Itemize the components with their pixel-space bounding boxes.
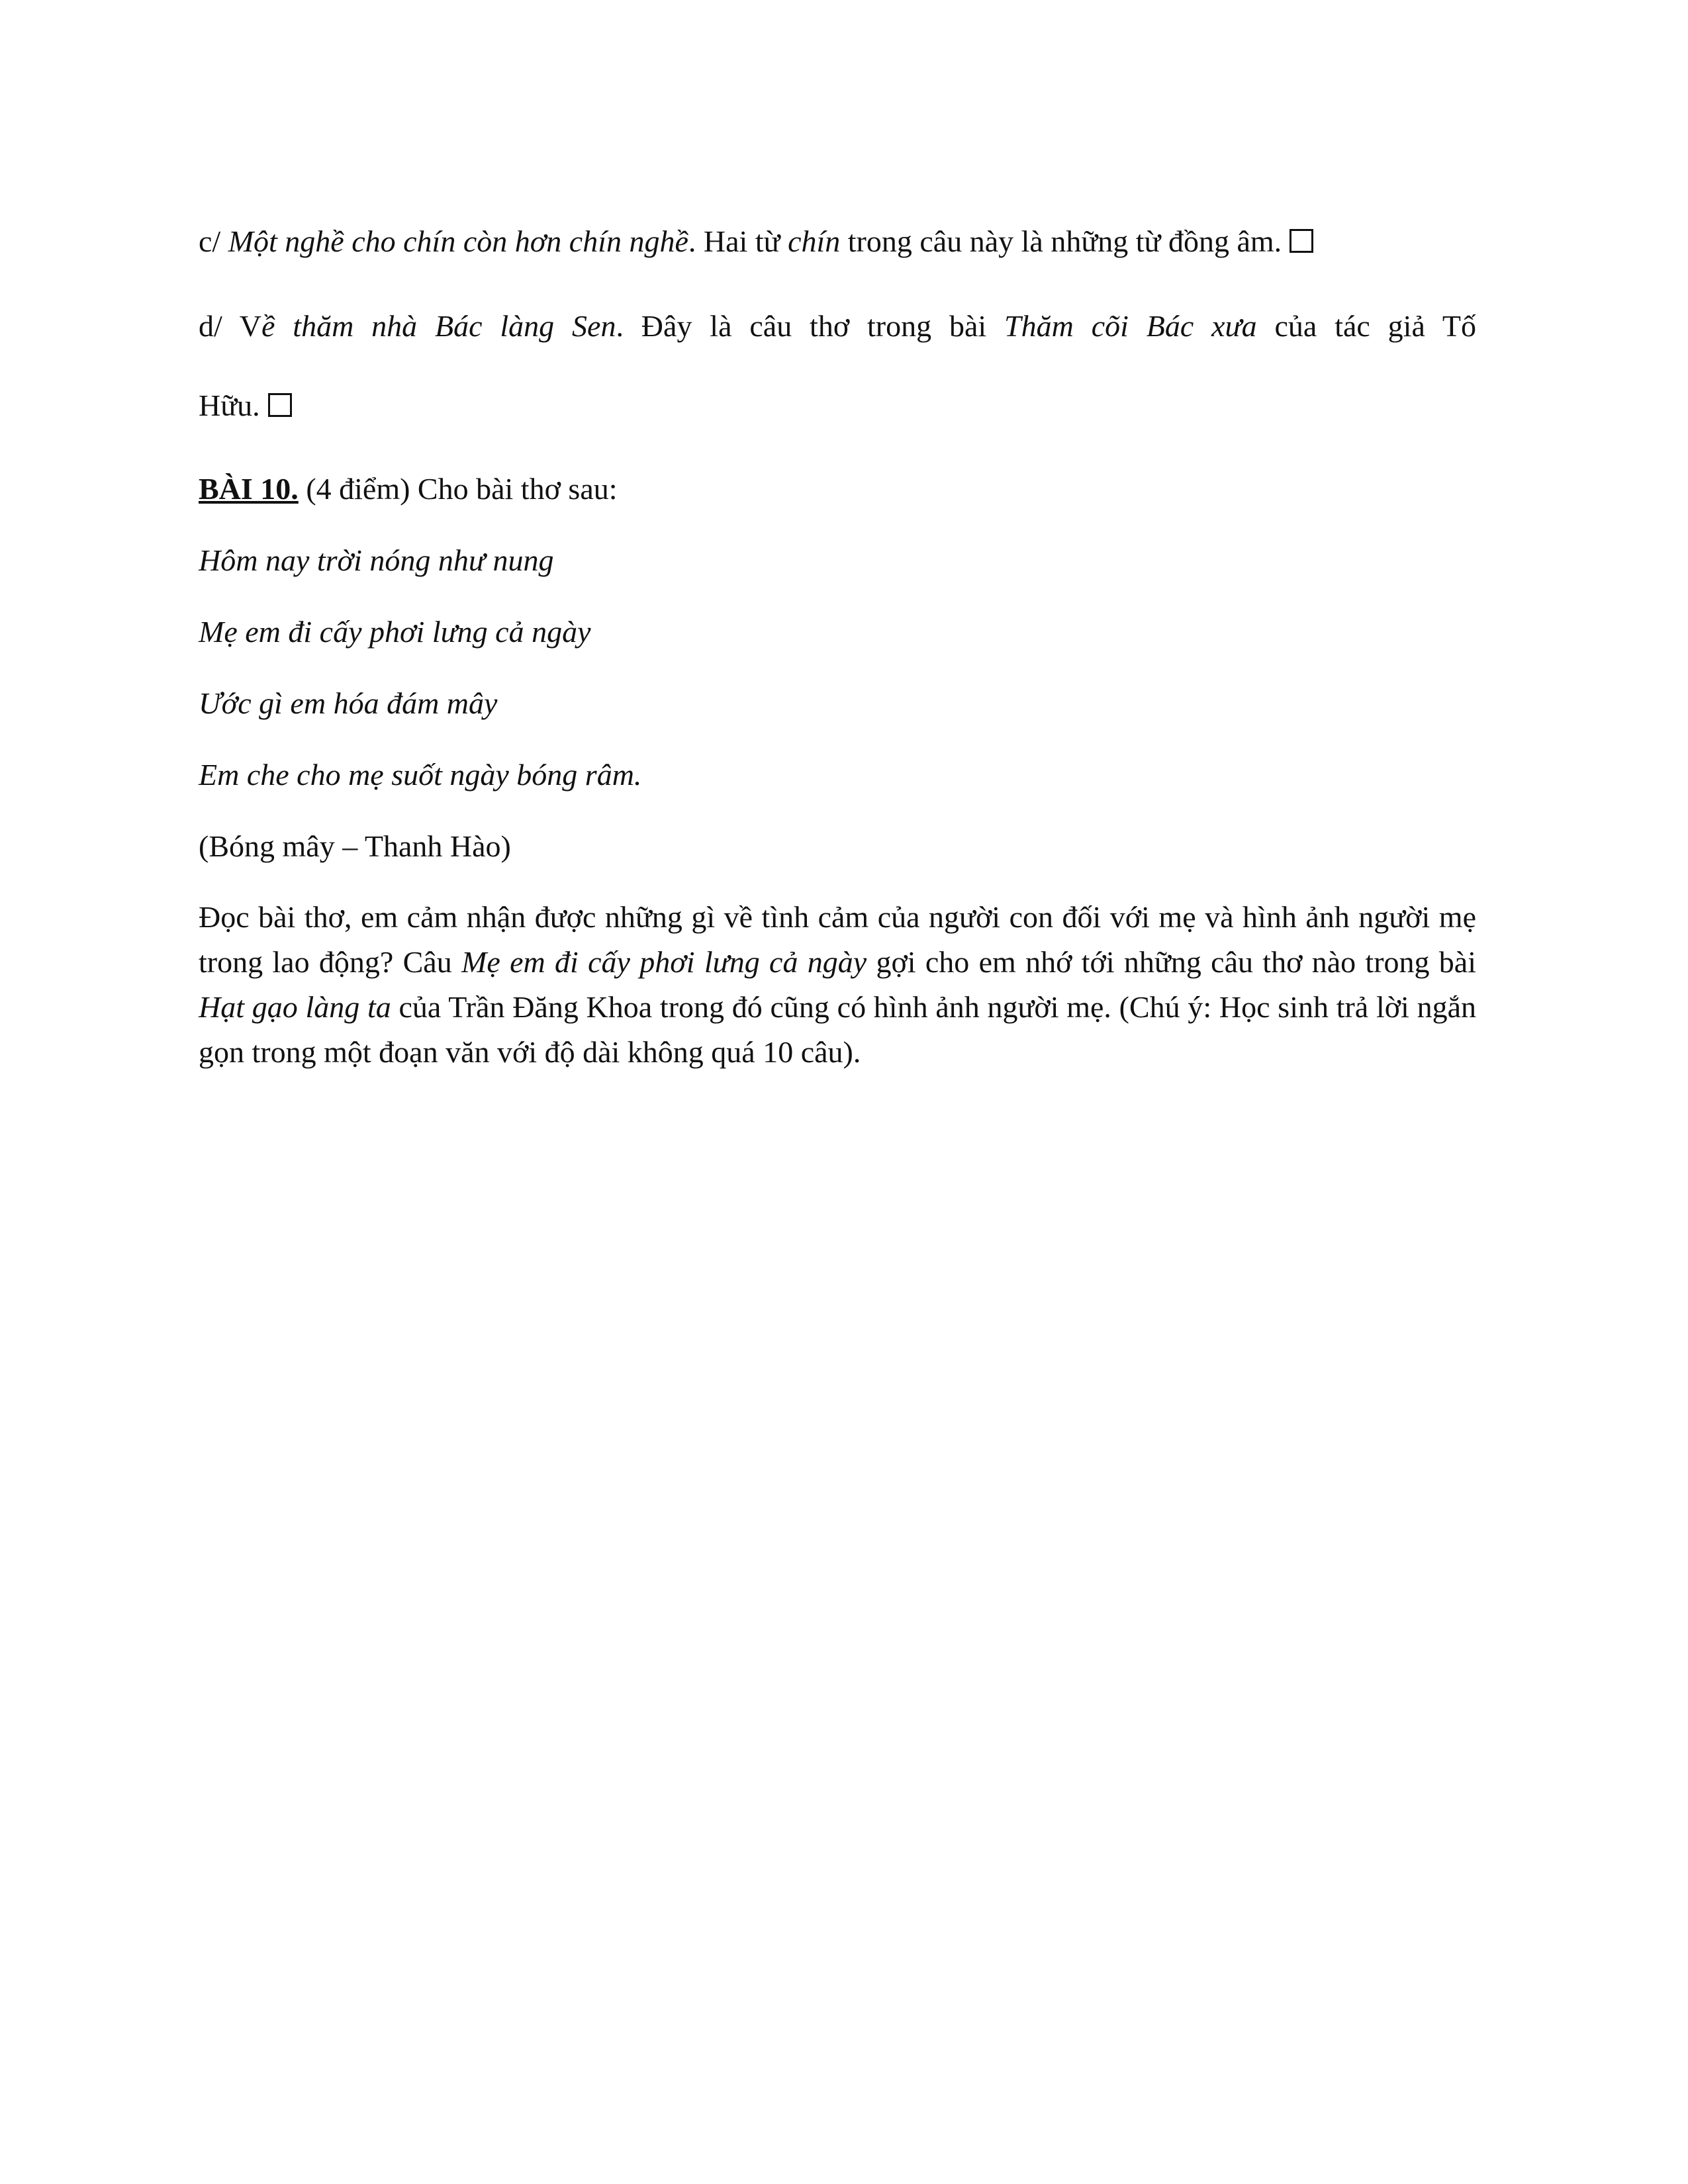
statement-d-text-1: . Đây là câu thơ trong bài: [616, 309, 1005, 343]
statement-d-text-2: của tác giả Tố: [1256, 309, 1476, 343]
poem-source: (Bóng mây – Thanh Hào): [199, 829, 511, 863]
poem-line: [199, 609, 591, 655]
question-poem-title: Hạt gạo làng ta: [199, 990, 391, 1024]
statement-d-poem-title: Thăm cõi Bác xưa: [1004, 309, 1257, 343]
question-quoted-verse: Mẹ em đi cấy phơi lưng cả ngày: [461, 945, 867, 979]
poem-line-4-text: Em che cho mẹ suốt ngày bóng râm.: [199, 758, 642, 792]
statement-d-prefix: d/ V: [199, 309, 262, 343]
statement-c-text-1: . Hai từ: [688, 224, 788, 258]
statement-c-text-2: trong câu này là những từ đồng âm.: [840, 224, 1282, 258]
poem-line-2-text: Mẹ em đi cấy phơi lưng cả ngày: [199, 615, 591, 649]
statement-c: [199, 218, 1313, 264]
poem-line-1-text: Hôm nay trời nóng như nung: [199, 543, 554, 577]
statement-c-proverb: Một nghề cho chín còn hơn chín nghề: [228, 224, 688, 258]
statement-d-line-1: [199, 303, 1476, 349]
statement-d-line-2: [199, 383, 292, 428]
poem-line-3-text: Ước gì em hóa đám mây: [199, 686, 498, 720]
poem-line: [199, 537, 553, 583]
statement-d-checkbox[interactable]: [268, 393, 292, 417]
statement-d-verse: ề thăm nhà Bác làng Sen: [261, 309, 616, 343]
statement-c-prefix: c/: [199, 224, 228, 258]
statement-c-checkbox[interactable]: [1289, 229, 1313, 253]
question-text-3: của Trần Đăng Khoa trong đó cũng có hình ảnh người mẹ. (Chú ý: Học sinh trả lời ngắn gọn trong một đoạn văn với độ dài không quá 10 câu).: [199, 990, 1476, 1069]
poem-line: [199, 680, 497, 726]
question-text-1: Đọc bài thơ, em cảm nhận được những gì về tình cảm của người con đối với mẹ và hình ảnh người mẹ trong lao động? Câu: [199, 900, 1476, 979]
statement-c-word: chín: [788, 224, 841, 258]
question-text-2: gợi cho em nhớ tới những câu thơ nào trong bài: [867, 945, 1477, 979]
exercise-10-text: (4 điểm) Cho bài thơ sau:: [298, 472, 618, 506]
exercise-10-intro: [199, 466, 618, 512]
statement-d-text-3: Hữu.: [199, 388, 260, 422]
exercise-10-question: [199, 895, 1476, 1075]
poem-line: [199, 752, 641, 797]
exercise-10-heading: BÀI 10.: [199, 472, 299, 506]
